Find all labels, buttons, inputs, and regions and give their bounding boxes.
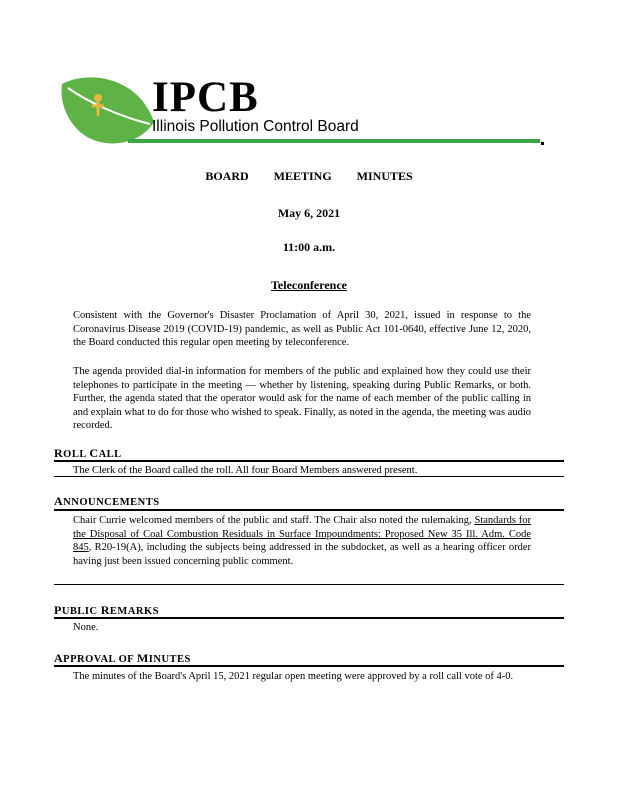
letterhead-subtitle: Illinois Pollution Control Board <box>152 118 359 135</box>
section-title-roll-call: ROLL CALL <box>54 446 122 460</box>
section-rule <box>54 476 564 477</box>
meeting-time: 11:00 a.m. <box>282 240 336 254</box>
public-remarks-text: None. <box>73 622 99 633</box>
section-rule <box>54 584 564 585</box>
section-rule <box>54 617 564 619</box>
intro-paragraph-2: The agenda provided dial-in information for members of the public and explained how they could use their telephones to participate in the meeting — whether by listening, speaking during Public Remarks, or both. Further, the agenda stated that the operator would ask for the name of each member of the public calling in and explain what to do for those who wished to speak. Finally, as noted in the agenda, the meeting was audio recorded. <box>73 366 532 431</box>
approval-text: The minutes of the Board's April 15, 2021 regular open meeting were approved by a roll call vote of 4-0. <box>73 671 514 682</box>
roll-call-text: The Clerk of the Board called the roll. All four Board Members answered present. <box>73 465 418 476</box>
announcements-text: Chair Currie welcomed members of the public and staff. The Chair also noted the rulemaking, Standards for the Disposal of Coal Combustion Residuals in Surface Impoundments: Proposed New 35 Ill. Adm. Code 845, R20-19(A), including the subjects being addressed in the subdocket, as well as a hearing officer order having just been issued concerning public comment. <box>73 515 531 567</box>
section-title-public-remarks: PUBLIC REMARKS <box>54 603 159 617</box>
section-rule <box>54 665 564 667</box>
document-heading: BOARD MEETING MINUTES <box>205 169 413 183</box>
letterhead-dot <box>541 142 544 145</box>
section-title-announcements: ANNOUNCEMENTS <box>54 494 160 508</box>
section-rule <box>54 509 564 511</box>
section-title-approval-of-minutes: APPROVAL OF MINUTES <box>54 651 191 665</box>
meeting-date: May 6, 2021 <box>277 206 341 220</box>
intro-paragraph-1: Consistent with the Governor's Disaster Proclamation of April 30, 2021, issued in response to the Coronavirus Disease 2019 (COVID-19) pandemic, as well as Public Act 101-0640, effective June 12, 2020, the Board conducted this regular open meeting by teleconference. <box>73 310 531 348</box>
ipcb-leaf-logo <box>58 72 156 148</box>
section-rule <box>54 460 564 462</box>
letterhead-title: IPCB <box>152 74 259 121</box>
letterhead-rule <box>128 139 540 143</box>
rulemaking-link[interactable]: Standards for the Disposal of Coal Combustion Residuals in Surface Impoundments: Proposed New 35 Ill. Adm. Code 845 <box>73 515 531 553</box>
meeting-location: Teleconference <box>271 278 347 292</box>
